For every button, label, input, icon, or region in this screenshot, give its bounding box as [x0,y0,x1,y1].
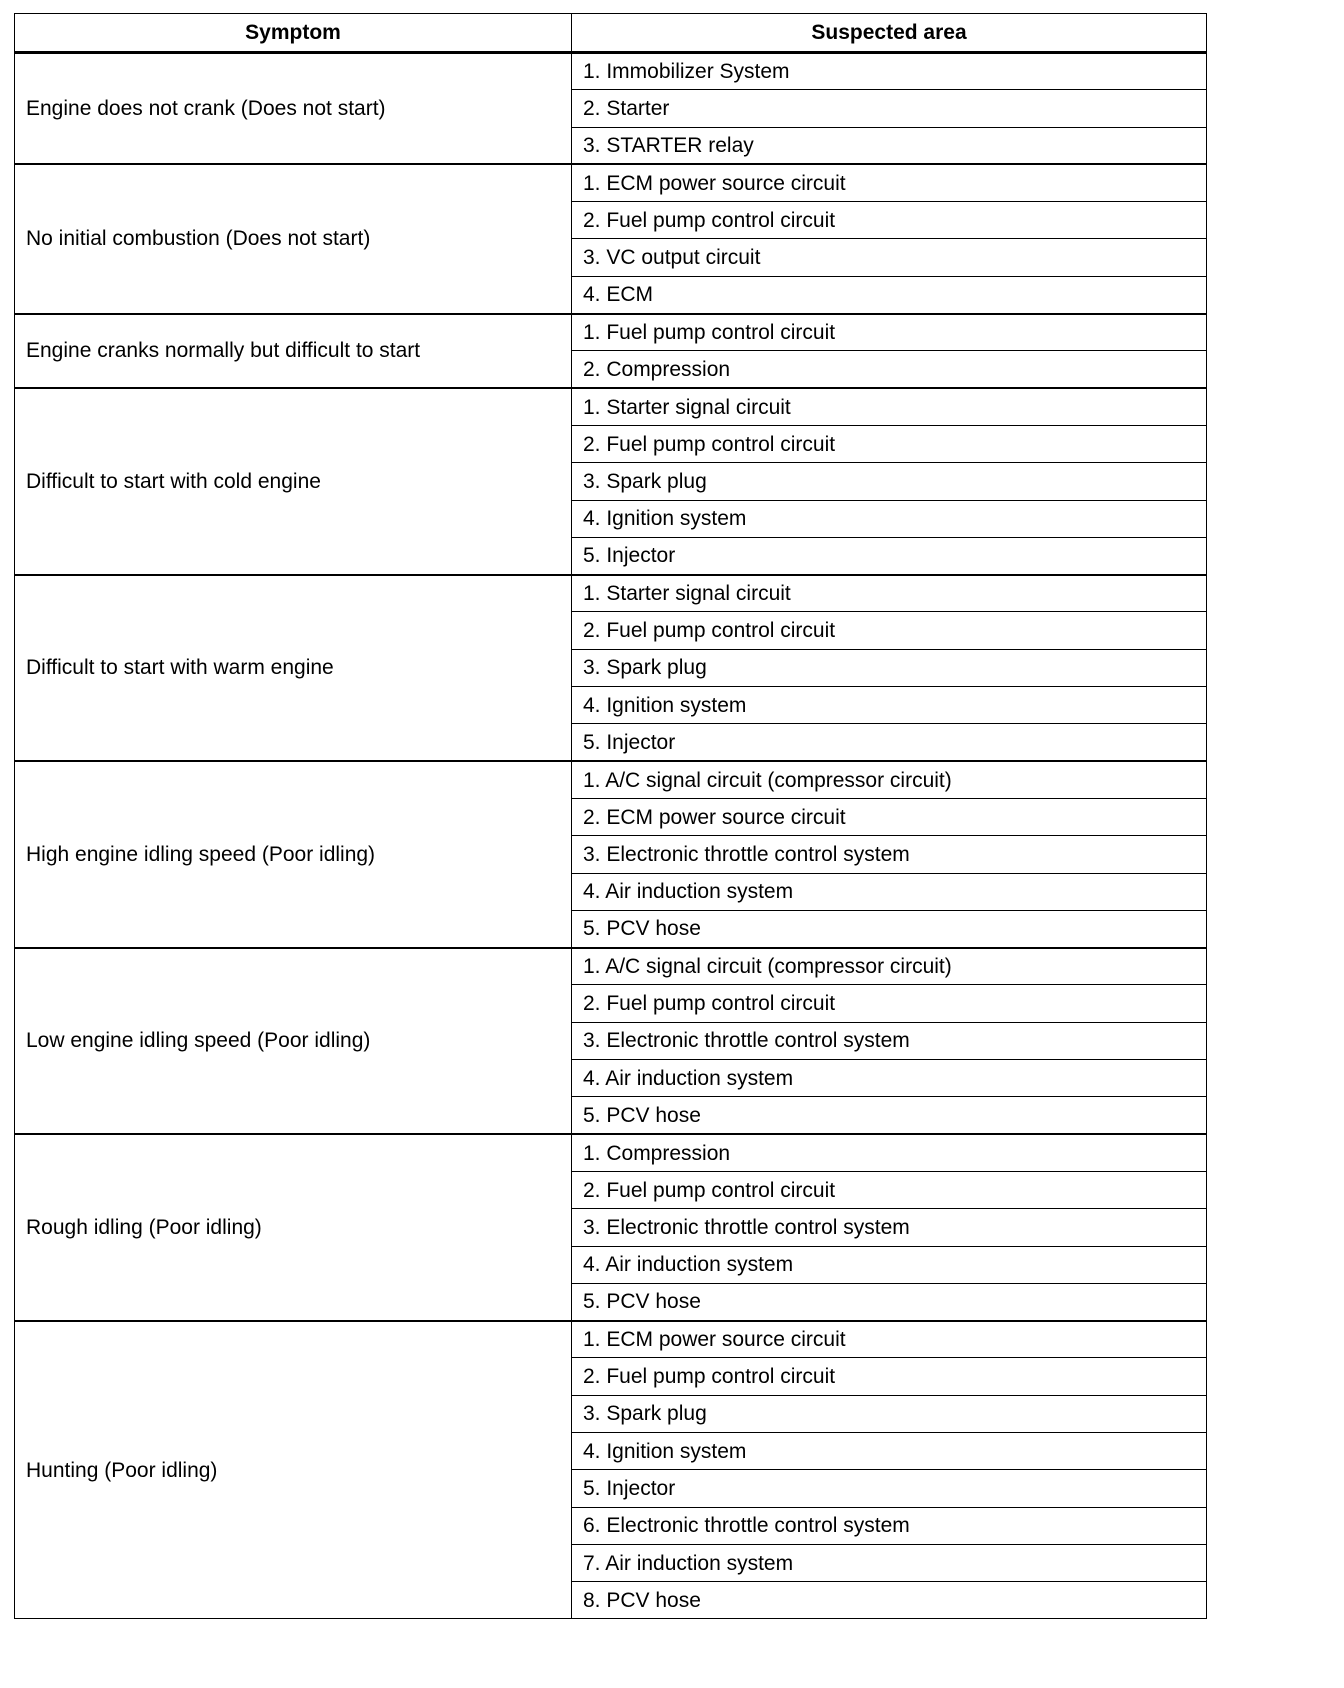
suspected-area-cell: 2. ECM power source circuit [572,798,1207,835]
suspected-area-cell: 3. Electronic throttle control system [572,836,1207,873]
suspected-area-cell: 2. Fuel pump control circuit [572,202,1207,239]
symptom-table [14,13,1207,1619]
suspected-area-cell: 2. Fuel pump control circuit [572,1171,1207,1208]
symptom-cell: Hunting (Poor idling) [15,1321,572,1619]
suspected-area-cell: 4. ECM [572,276,1207,313]
header-row [15,14,1207,53]
symptom-cell: Low engine idling speed (Poor idling) [15,948,572,1134]
table-row [15,314,1207,351]
suspected-area-cell: 3. Spark plug [572,463,1207,500]
suspected-area-cell: 5. Injector [572,1470,1207,1507]
table-row [15,1134,1207,1171]
table-row [15,388,1207,425]
symptom-column-header: Symptom [15,14,572,53]
suspected-area-cell: 1. Immobilizer System [572,53,1207,90]
suspected-area-cell: 3. Spark plug [572,1395,1207,1432]
suspected-area-cell: 1. Fuel pump control circuit [572,314,1207,351]
suspected-area-cell: 5. Injector [572,537,1207,574]
suspected-area-cell: 3. Electronic throttle control system [572,1022,1207,1059]
symptom-cell: Difficult to start with warm engine [15,575,572,761]
symptom-cell: Rough idling (Poor idling) [15,1134,572,1320]
table-row [15,575,1207,612]
suspected-area-cell: 5. Injector [572,724,1207,761]
suspected-area-cell: 2. Fuel pump control circuit [572,612,1207,649]
suspected-area-cell: 1. A/C signal circuit (compressor circuit) [572,761,1207,798]
suspected-area-cell: 8. PCV hose [572,1582,1207,1619]
suspected-area-cell: 5. PCV hose [572,1097,1207,1134]
suspected-area-cell: 4. Ignition system [572,687,1207,724]
suspected-area-cell: 1. ECM power source circuit [572,1321,1207,1358]
suspected-area-cell: 1. Compression [572,1134,1207,1171]
suspected-area-column-header: Suspected area [572,14,1207,53]
suspected-area-cell: 2. Fuel pump control circuit [572,1358,1207,1395]
suspected-area-cell: 2. Fuel pump control circuit [572,425,1207,462]
suspected-area-cell: 3. VC output circuit [572,239,1207,276]
table-body [15,53,1207,1619]
suspected-area-cell: 1. Starter signal circuit [572,388,1207,425]
symptom-cell: Difficult to start with cold engine [15,388,572,574]
suspected-area-cell: 2. Compression [572,351,1207,388]
symptom-cell: No initial combustion (Does not start) [15,164,572,313]
table-row [15,761,1207,798]
suspected-area-cell: 3. STARTER relay [572,127,1207,164]
suspected-area-cell: 1. Starter signal circuit [572,575,1207,612]
suspected-area-cell: 2. Starter [572,90,1207,127]
suspected-area-cell: 4. Ignition system [572,500,1207,537]
suspected-area-cell: 4. Air induction system [572,1246,1207,1283]
symptom-cell: Engine does not crank (Does not start) [15,53,572,165]
suspected-area-cell: 5. PCV hose [572,1283,1207,1320]
suspected-area-cell: 1. A/C signal circuit (compressor circuit) [572,948,1207,985]
suspected-area-cell: 5. PCV hose [572,910,1207,947]
suspected-area-cell: 3. Electronic throttle control system [572,1209,1207,1246]
table-row [15,164,1207,201]
suspected-area-cell: 4. Air induction system [572,873,1207,910]
suspected-area-cell: 2. Fuel pump control circuit [572,985,1207,1022]
table-header [15,14,1207,53]
symptom-cell: Engine cranks normally but difficult to start [15,314,572,389]
symptom-cell: High engine idling speed (Poor idling) [15,761,572,947]
suspected-area-cell: 6. Electronic throttle control system [572,1507,1207,1544]
table-row [15,1321,1207,1358]
table-row [15,53,1207,90]
suspected-area-cell: 3. Spark plug [572,649,1207,686]
suspected-area-cell: 4. Ignition system [572,1432,1207,1469]
suspected-area-cell: 7. Air induction system [572,1544,1207,1581]
suspected-area-cell: 4. Air induction system [572,1060,1207,1097]
table-row [15,948,1207,985]
suspected-area-cell: 1. ECM power source circuit [572,164,1207,201]
